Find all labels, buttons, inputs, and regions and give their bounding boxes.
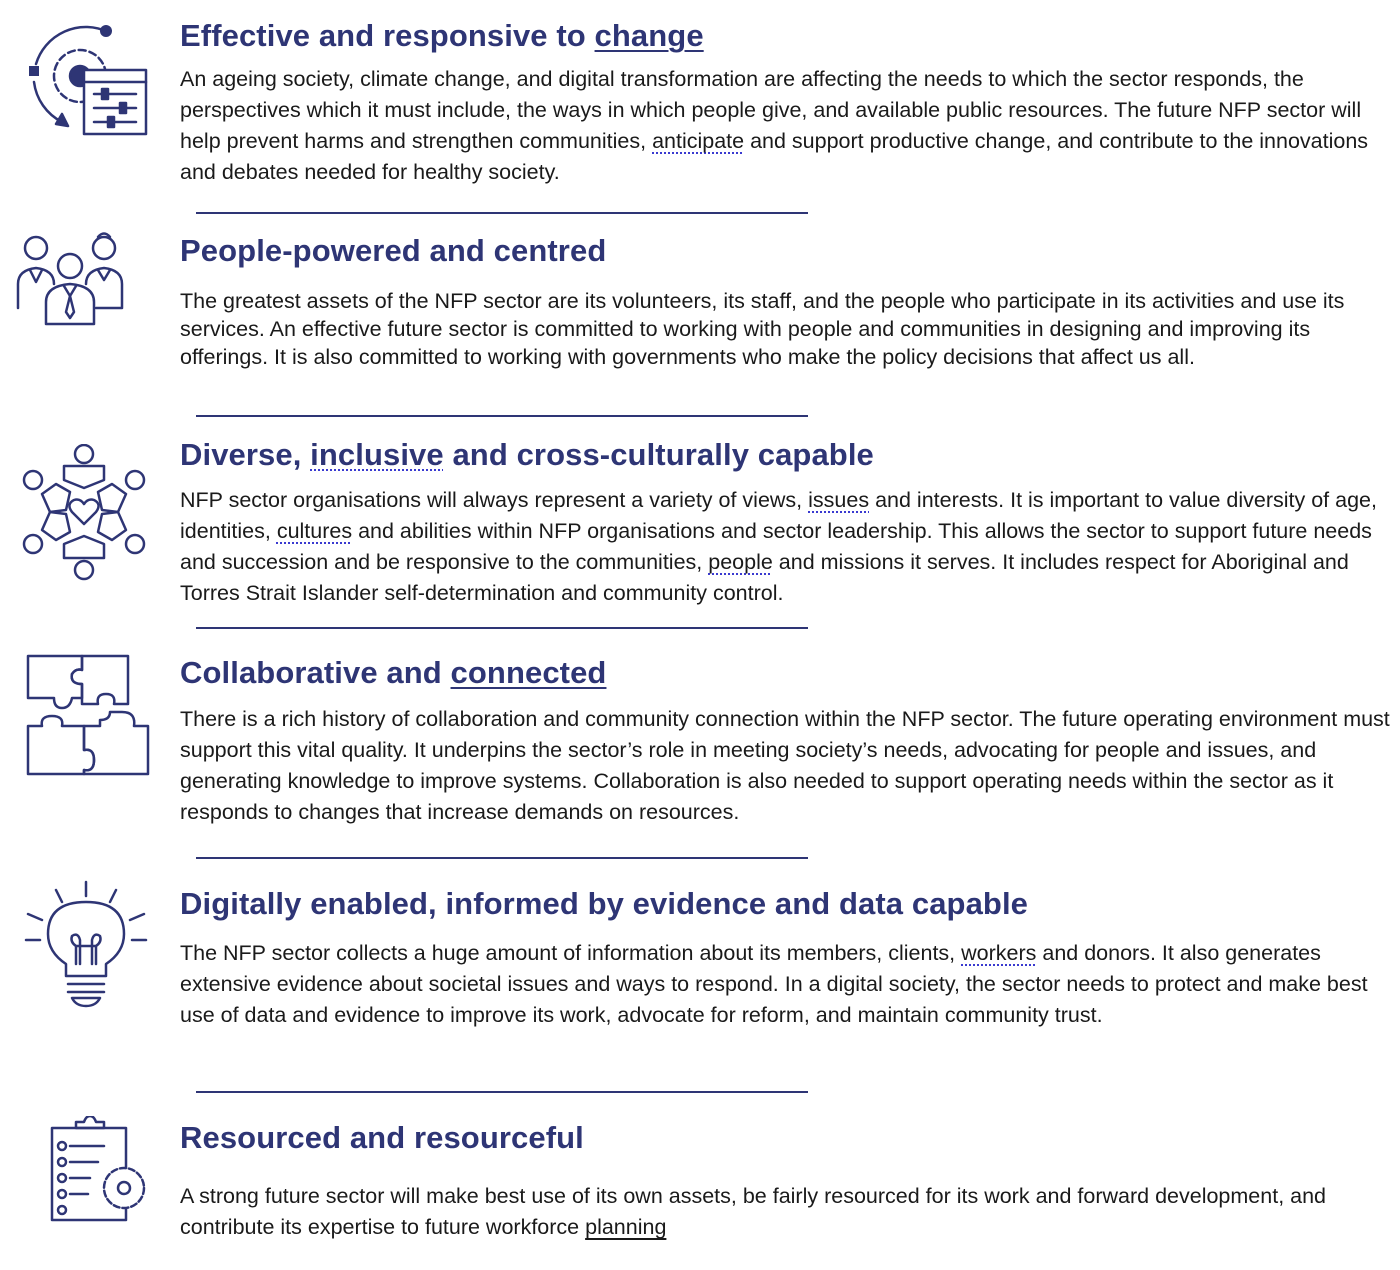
section-divider [196,857,808,859]
section-title: Effective and responsive to change [180,18,704,53]
section-body: The NFP sector collects a huge amount of information about its members, clients, workers and donors. It also generates extensive evidence about societal issues and ways to respond. In a digital society, the sector needs to protect and make best use of data and evidence to improve its work, advocate for reform, and maintain community trust. [180,941,1368,1027]
section-divider [196,212,808,214]
section-title: Diverse, inclusive and cross-culturally capable [180,437,874,472]
section-title: People-powered and centred [180,233,607,268]
proofing-underline: change [594,18,704,53]
proofing-underline: cultures [276,519,353,543]
section-divider [196,627,808,629]
lightbulb-icon [24,880,148,1008]
section-body: An ageing society, climate change, and digital transformation are affecting the needs to which the sector responds, the perspectives which it must include, the ways in which people give, and available public resources. The future NFP sector will help prevent harms and strengthen communities, anticipate and support productive change, and contribute to the innovations and debates needed for healthy society. [180,67,1369,184]
proofing-underline: inclusive [310,437,444,472]
section-body: A strong future sector will make best use of its own assets, be fairly resourced for its work and forward development, and contribute its expertise to future workforce planning [180,1184,1327,1239]
clipboard-gear-icon [46,1116,154,1226]
proofing-underline: issues [808,488,870,512]
proofing-underline: connected [450,655,607,690]
proofing-underline: people [708,550,773,574]
section-divider [196,415,808,417]
proofing-underline: anticipate [652,129,745,153]
change-cycle-icon [22,20,152,140]
people-group-icon [14,232,126,326]
proofing-underline: planning [585,1215,667,1239]
section-divider [196,1091,808,1093]
section-body: The greatest assets of the NFP sector are its volunteers, its staff, and the people who participate in its activities and use its services. An effective future sector is committed to working with people and communities in designing and improving its offerings. It is also committed to working with governments who make the policy decisions that affect us all. [180,289,1345,369]
puzzle-icon [24,654,152,782]
section-title: Collaborative and connected [180,655,607,690]
section-body: NFP sector organisations will always represent a variety of views, issues and interests. It is important to value diversity of age, identities, cultures and abilities within NFP organisations and sector leadership. This allows the sector to support future needs and succession and be responsive to the communities, people and missions it serves. It includes respect for Aboriginal and Torres Strait Islander self-determination and community control. [180,488,1377,605]
section-body: There is a rich history of collaboration and community connection within the NFP sector. The future operating environment must support this vital quality. It underpins the sector’s role in meeting society’s needs, advocating for people and issues, and generating knowledge to improve systems. Collaboration is also needed to support operating needs within the sector as it responds to changes that increase demands on resources. [180,707,1390,824]
proofing-underline: workers [961,941,1037,965]
diverse-circle-icon [20,444,148,582]
section-title: Digitally enabled, informed by evidence and data capable [180,886,1029,921]
section-title: Resourced and resourceful [180,1120,584,1155]
